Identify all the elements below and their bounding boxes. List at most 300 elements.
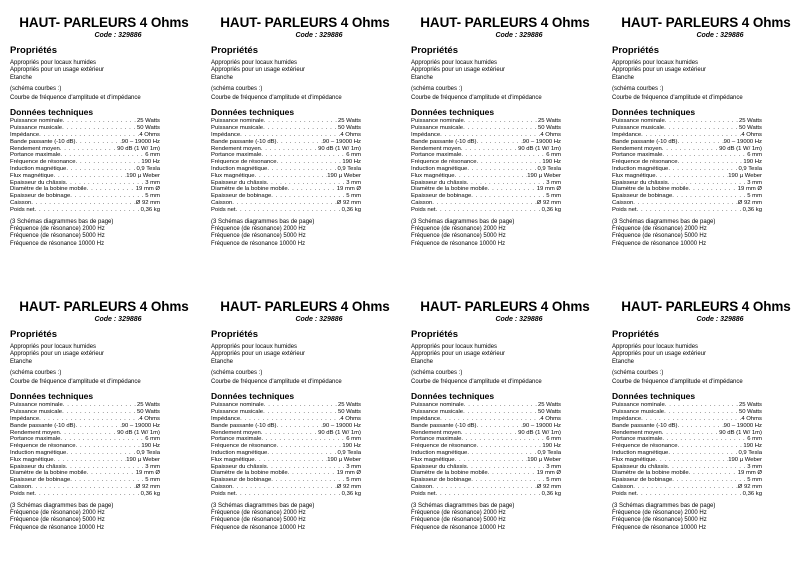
spec-row (211, 125, 361, 132)
spec-value: 5 mm (546, 477, 561, 484)
card-title: HAUT- PARLEURS 4 Ohms (19, 15, 189, 30)
property-line: Appropriés pour locaux humides (612, 60, 699, 66)
spec-key: Epaisseur de bobinage (211, 477, 272, 484)
spec-row (411, 436, 561, 443)
spec-value: 50 Watts (136, 409, 160, 416)
spec-key: Puissance nominale (612, 118, 665, 125)
footer-line: Fréquence (de résonance) 2000 Hz (411, 225, 506, 232)
spec-key: Epaisseur du châssis (211, 463, 267, 470)
spec-value: 6 mm (546, 152, 561, 159)
spec-value: 0,36 kg (140, 206, 160, 213)
property-line: Etanche (612, 74, 635, 81)
property-line: Etanche (411, 358, 434, 365)
spec-row (10, 125, 160, 132)
spec-row (612, 416, 762, 423)
spec-value: 0,9 Tesla (136, 450, 160, 457)
property-line: Appropriés pour locaux humides (211, 60, 298, 66)
spec-value: 3 mm (546, 463, 561, 470)
specs-list (10, 402, 160, 497)
spec-value: 6 mm (145, 436, 160, 443)
spec-value: 0,9 Tesla (337, 450, 361, 457)
property-line: Etanche (10, 74, 33, 81)
spec-key: Induction magnétique (411, 450, 468, 457)
spec-row (411, 132, 561, 139)
schema-note: (schéma courbes :) (10, 369, 62, 376)
spec-row (612, 430, 762, 437)
spec-row (211, 430, 361, 437)
spec-value: 0,9 Tesla (738, 450, 762, 457)
spec-row (612, 125, 762, 132)
spec-value: 6 mm (747, 436, 762, 443)
spec-row (211, 443, 361, 450)
spec-value: 5 mm (546, 193, 561, 200)
speaker-label-card (401, 0, 597, 270)
spec-key: Caisson (10, 200, 32, 207)
spec-value: 4 Ohms (340, 132, 361, 139)
spec-row (612, 464, 762, 471)
spec-value: 25 Watts (537, 402, 561, 409)
footer-line: Fréquence (de résonance) 5000 Hz (10, 517, 105, 524)
spec-row (10, 436, 160, 443)
spec-row (612, 423, 762, 430)
footer-line: Fréquence (de résonance) 2000 Hz (411, 509, 506, 516)
curve-note: Courbe de fréquence d'amplitude et d'impédance (10, 95, 141, 102)
spec-row (612, 139, 762, 146)
spec-value: 90 – 19000 Hz (723, 138, 762, 145)
spec-row (10, 402, 160, 409)
spec-row (10, 484, 160, 491)
spec-key: Portance maximale (411, 436, 462, 443)
curve-note: Courbe de fréquence d'amplitude et d'impédance (612, 95, 743, 102)
spec-value: Ø 92 mm (135, 200, 160, 207)
footer-line: (3 Schémas diagrammes bas de page) (211, 218, 315, 225)
footer-line: Fréquence (de résonance) 2000 Hz (612, 509, 707, 516)
spec-value: 90 dB (1 W/ 1m) (318, 145, 361, 152)
spec-row (10, 118, 160, 125)
footer-line: Fréquence de résonance 10000 Hz (411, 524, 506, 531)
spec-key: Flux magnétique (10, 456, 54, 463)
spec-row (211, 450, 361, 457)
spec-key: Rendement moyen (612, 429, 662, 436)
spec-value: 19 mm Ø (336, 186, 361, 193)
property-line: Appropriés pour locaux humides (612, 344, 699, 350)
spec-value: 190 µ Weber (126, 172, 160, 179)
footer-line: Fréquence (de résonance) 2000 Hz (612, 225, 707, 232)
spec-row (10, 430, 160, 437)
spec-key: Impédance (612, 132, 642, 139)
spec-row (411, 186, 561, 193)
spec-row (10, 159, 160, 166)
spec-value: 90 dB (1 W/ 1m) (719, 429, 762, 436)
spec-key: Epaisseur du châssis (10, 463, 66, 470)
spec-row (612, 146, 762, 153)
spec-value: 50 Watts (337, 125, 361, 132)
spec-value: Ø 92 mm (536, 200, 561, 207)
footer-line: Fréquence de résonance 10000 Hz (10, 240, 105, 247)
product-code: Code : 329886 (94, 32, 142, 39)
spec-value: 50 Watts (337, 409, 361, 416)
spec-value: 90 dB (1 W/ 1m) (117, 429, 160, 436)
spec-row (411, 477, 561, 484)
product-code: Code : 329886 (696, 32, 744, 39)
spec-value: Ø 92 mm (737, 200, 762, 207)
spec-key: Epaisseur de bobinage (10, 193, 71, 200)
spec-value: 190 Hz (141, 159, 160, 166)
spec-key: Fréquence de résonance (411, 159, 477, 166)
spec-row (411, 416, 561, 423)
schema-note: (schéma courbes :) (612, 85, 664, 92)
spec-key: Impédance (612, 416, 642, 423)
speaker-label-card (0, 284, 196, 554)
spec-value: 3 mm (346, 463, 361, 470)
spec-key: Impédance (411, 132, 441, 139)
specs-list (211, 402, 361, 497)
property-line: Appropriés pour locaux humides (411, 60, 498, 66)
spec-key: Poids net (211, 206, 236, 213)
spec-value: 0,36 kg (341, 206, 361, 213)
spec-value: 190 Hz (141, 443, 160, 450)
card-title: HAUT- PARLEURS 4 Ohms (220, 15, 390, 30)
spec-key: Caisson (612, 484, 634, 491)
spec-row (411, 450, 561, 457)
spec-key: Epaisseur de bobinage (411, 477, 472, 484)
spec-key: Diamètre de la bobine mobile (10, 186, 87, 193)
spec-key: Poids net (612, 490, 637, 497)
spec-row (612, 477, 762, 484)
footer-notes (0, 219, 196, 248)
property-line: Etanche (211, 74, 234, 81)
spec-key: Fréquence de résonance (612, 443, 678, 450)
spec-row (10, 409, 160, 416)
spec-key: Portance maximale (10, 152, 61, 159)
spec-key: Flux magnétique (411, 172, 455, 179)
footer-line: Fréquence (de résonance) 2000 Hz (10, 509, 105, 516)
properties-heading: Propriétés (10, 329, 57, 340)
technical-data-heading: Données techniques (10, 107, 94, 118)
spec-row (10, 423, 160, 430)
spec-value: 19 mm Ø (536, 186, 561, 193)
spec-value: 3 mm (346, 179, 361, 186)
spec-key: Rendement moyen (411, 429, 461, 436)
spec-value: 50 Watts (738, 409, 762, 416)
properties-heading: Propriétés (10, 45, 57, 56)
spec-row (10, 146, 160, 153)
spec-value: 4 Ohms (340, 416, 361, 423)
footer-line: Fréquence de résonance 10000 Hz (411, 240, 506, 247)
footer-line: Fréquence de résonance 10000 Hz (211, 524, 306, 531)
spec-row (211, 491, 361, 498)
spec-value: 90 dB (1 W/ 1m) (719, 145, 762, 152)
technical-data-heading: Données techniques (211, 391, 295, 402)
spec-row (612, 491, 762, 498)
spec-row (211, 180, 361, 187)
spec-value: 6 mm (145, 152, 160, 159)
spec-value: 0,36 kg (541, 206, 561, 213)
property-line: Appropriés pour locaux humides (10, 344, 97, 350)
spec-key: Poids net (211, 490, 236, 497)
spec-key: Impédance (10, 132, 40, 139)
spec-key: Caisson (211, 484, 233, 491)
spec-key: Bande passante (-10 dB) (612, 422, 678, 429)
spec-row (211, 464, 361, 471)
footer-line: Fréquence (de résonance) 5000 Hz (411, 233, 506, 240)
spec-key: Induction magnétique (211, 450, 268, 457)
speaker-label-card (0, 0, 196, 270)
property-line: Etanche (411, 74, 434, 81)
spec-key: Bande passante (-10 dB) (612, 138, 678, 145)
spec-row (211, 416, 361, 423)
footer-line: (3 Schémas diagrammes bas de page) (411, 218, 515, 225)
spec-row (10, 139, 160, 146)
card-title: HAUT- PARLEURS 4 Ohms (220, 299, 390, 314)
spec-key: Puissance nominale (612, 402, 665, 409)
spec-key: Diamètre de la bobine mobile (411, 186, 488, 193)
spec-value: 25 Watts (537, 118, 561, 125)
spec-row (10, 186, 160, 193)
spec-row (211, 477, 361, 484)
card-title: HAUT- PARLEURS 4 Ohms (621, 15, 791, 30)
spec-key: Diamètre de la bobine mobile (612, 186, 689, 193)
spec-key: Puissance musicale (411, 125, 464, 132)
spec-key: Puissance musicale (211, 125, 264, 132)
footer-line: Fréquence (de résonance) 2000 Hz (211, 225, 306, 232)
spec-value: 90 dB (1 W/ 1m) (117, 145, 160, 152)
spec-value: 5 mm (145, 477, 160, 484)
spec-key: Induction magnétique (411, 166, 468, 173)
product-code: Code : 329886 (696, 316, 744, 323)
spec-key: Poids net (411, 490, 436, 497)
properties-heading: Propriétés (411, 329, 458, 340)
product-code: Code : 329886 (295, 316, 343, 323)
spec-key: Puissance musicale (411, 409, 464, 416)
spec-value: 5 mm (747, 193, 762, 200)
curve-note: Courbe de fréquence d'amplitude et d'impédance (411, 379, 542, 386)
technical-data-heading: Données techniques (411, 107, 495, 118)
spec-key: Epaisseur du châssis (612, 463, 668, 470)
spec-value: 90 dB (1 W/ 1m) (518, 429, 561, 436)
property-line: Appropriés pour un usage extérieur (10, 67, 105, 74)
spec-row (10, 450, 160, 457)
footer-line: Fréquence (de résonance) 5000 Hz (10, 233, 105, 240)
property-line: Etanche (211, 358, 234, 365)
spec-row (211, 423, 361, 430)
spec-value: 6 mm (546, 436, 561, 443)
spec-row (10, 152, 160, 159)
spec-row (10, 193, 160, 200)
spec-key: Fréquence de résonance (10, 159, 76, 166)
spec-value: 19 mm Ø (336, 470, 361, 477)
spec-key: Induction magnétique (10, 166, 67, 173)
spec-row (612, 200, 762, 207)
spec-row (10, 457, 160, 464)
schema-note: (schéma courbes :) (10, 85, 62, 92)
spec-value: 0,9 Tesla (537, 450, 561, 457)
specs-list (211, 118, 361, 213)
spec-value: 19 mm Ø (135, 470, 160, 477)
spec-row (612, 152, 762, 159)
spec-row (612, 193, 762, 200)
spec-key: Epaisseur du châssis (612, 179, 668, 186)
spec-row (10, 470, 160, 477)
speaker-label-card (401, 284, 597, 554)
spec-value: 190 µ Weber (327, 172, 361, 179)
footer-notes (201, 503, 397, 532)
spec-value: 50 Watts (537, 125, 561, 132)
spec-key: Induction magnétique (10, 450, 67, 457)
footer-notes (401, 503, 597, 532)
spec-value: 5 mm (346, 193, 361, 200)
spec-key: Puissance nominale (411, 402, 464, 409)
spec-row (612, 470, 762, 477)
spec-key: Bande passante (-10 dB) (10, 138, 76, 145)
footer-notes (201, 219, 397, 248)
spec-value: 0,9 Tesla (337, 166, 361, 173)
footer-line: (3 Schémas diagrammes bas de page) (10, 502, 114, 509)
spec-key: Impédance (211, 132, 241, 139)
spec-row (211, 200, 361, 207)
curve-note: Courbe de fréquence d'amplitude et d'impédance (411, 95, 542, 102)
spec-value: 190 Hz (542, 443, 561, 450)
spec-key: Portance maximale (211, 436, 262, 443)
spec-key: Poids net (612, 206, 637, 213)
spec-value: 90 – 19000 Hz (121, 422, 160, 429)
specs-list (612, 118, 762, 213)
spec-value: 6 mm (346, 152, 361, 159)
specs-list (612, 402, 762, 497)
properties-heading: Propriétés (211, 329, 258, 340)
spec-key: Poids net (10, 490, 35, 497)
spec-key: Flux magnétique (411, 456, 455, 463)
spec-value: 90 – 19000 Hz (522, 138, 561, 145)
spec-value: 190 µ Weber (728, 456, 762, 463)
spec-value: 190 µ Weber (327, 456, 361, 463)
spec-key: Impédance (10, 416, 40, 423)
spec-key: Portance maximale (10, 436, 61, 443)
spec-value: 25 Watts (136, 402, 160, 409)
spec-value: 3 mm (747, 179, 762, 186)
spec-value: 190 Hz (342, 159, 361, 166)
spec-value: 190 µ Weber (728, 172, 762, 179)
spec-row (411, 207, 561, 214)
properties-heading: Propriétés (612, 45, 659, 56)
spec-value: 25 Watts (136, 118, 160, 125)
property-line: Etanche (10, 358, 33, 365)
schema-note: (schéma courbes :) (211, 85, 263, 92)
spec-value: 25 Watts (337, 402, 361, 409)
spec-key: Caisson (411, 200, 433, 207)
spec-row (211, 132, 361, 139)
spec-row (411, 159, 561, 166)
spec-value: 0,36 kg (341, 490, 361, 497)
card-title: HAUT- PARLEURS 4 Ohms (621, 299, 791, 314)
spec-value: Ø 92 mm (336, 200, 361, 207)
spec-key: Induction magnétique (211, 166, 268, 173)
footer-line: Fréquence (de résonance) 2000 Hz (211, 509, 306, 516)
spec-row (10, 200, 160, 207)
spec-key: Diamètre de la bobine mobile (211, 186, 288, 193)
property-line: Appropriés pour un usage extérieur (411, 351, 506, 358)
spec-row (10, 166, 160, 173)
spec-key: Bande passante (-10 dB) (211, 422, 277, 429)
spec-row (411, 430, 561, 437)
spec-row (612, 173, 762, 180)
spec-value: 19 mm Ø (536, 470, 561, 477)
footer-line: Fréquence (de résonance) 2000 Hz (10, 225, 105, 232)
curve-note: Courbe de fréquence d'amplitude et d'impédance (211, 95, 342, 102)
spec-row (211, 436, 361, 443)
spec-row (411, 200, 561, 207)
spec-row (10, 173, 160, 180)
spec-value: 90 dB (1 W/ 1m) (518, 145, 561, 152)
spec-value: 4 Ohms (139, 132, 160, 139)
spec-value: 0,9 Tesla (136, 166, 160, 173)
spec-key: Portance maximale (612, 436, 663, 443)
spec-key: Induction magnétique (612, 450, 669, 457)
spec-key: Fréquence de résonance (10, 443, 76, 450)
spec-row (411, 470, 561, 477)
spec-key: Puissance musicale (10, 125, 63, 132)
schema-note: (schéma courbes :) (211, 369, 263, 376)
spec-value: 0,36 kg (742, 206, 762, 213)
spec-value: Ø 92 mm (536, 484, 561, 491)
spec-key: Epaisseur de bobinage (10, 477, 71, 484)
specs-list (411, 118, 561, 213)
footer-line: (3 Schémas diagrammes bas de page) (612, 502, 716, 509)
spec-key: Fréquence de résonance (411, 443, 477, 450)
spec-value: 190 Hz (542, 159, 561, 166)
spec-key: Rendement moyen (10, 429, 60, 436)
spec-value: 19 mm Ø (737, 186, 762, 193)
footer-line: (3 Schémas diagrammes bas de page) (612, 218, 716, 225)
spec-key: Flux magnétique (10, 172, 54, 179)
spec-row (411, 139, 561, 146)
spec-row (411, 125, 561, 132)
spec-row (211, 470, 361, 477)
property-line: Appropriés pour un usage extérieur (612, 67, 707, 74)
spec-row (411, 457, 561, 464)
spec-row (411, 118, 561, 125)
spec-value: 90 dB (1 W/ 1m) (318, 429, 361, 436)
spec-key: Poids net (10, 206, 35, 213)
footer-line: (3 Schémas diagrammes bas de page) (211, 502, 315, 509)
product-code: Code : 329886 (295, 32, 343, 39)
schema-note: (schéma courbes :) (411, 85, 463, 92)
properties-heading: Propriétés (411, 45, 458, 56)
spec-key: Epaisseur du châssis (10, 179, 66, 186)
spec-key: Bande passante (-10 dB) (411, 422, 477, 429)
spec-row (211, 457, 361, 464)
spec-key: Puissance nominale (211, 118, 264, 125)
spec-key: Puissance musicale (612, 125, 665, 132)
spec-row (10, 491, 160, 498)
spec-row (211, 409, 361, 416)
spec-row (612, 450, 762, 457)
spec-key: Puissance musicale (211, 409, 264, 416)
spec-key: Flux magnétique (211, 172, 255, 179)
spec-row (10, 132, 160, 139)
spec-row (211, 207, 361, 214)
spec-key: Diamètre de la bobine mobile (10, 470, 87, 477)
specs-list (10, 118, 160, 213)
spec-row (612, 409, 762, 416)
spec-row (10, 464, 160, 471)
specs-list (411, 402, 561, 497)
spec-row (211, 152, 361, 159)
footer-line: Fréquence de résonance 10000 Hz (612, 240, 707, 247)
spec-value: Ø 92 mm (336, 484, 361, 491)
spec-value: 50 Watts (537, 409, 561, 416)
spec-value: 3 mm (145, 179, 160, 186)
